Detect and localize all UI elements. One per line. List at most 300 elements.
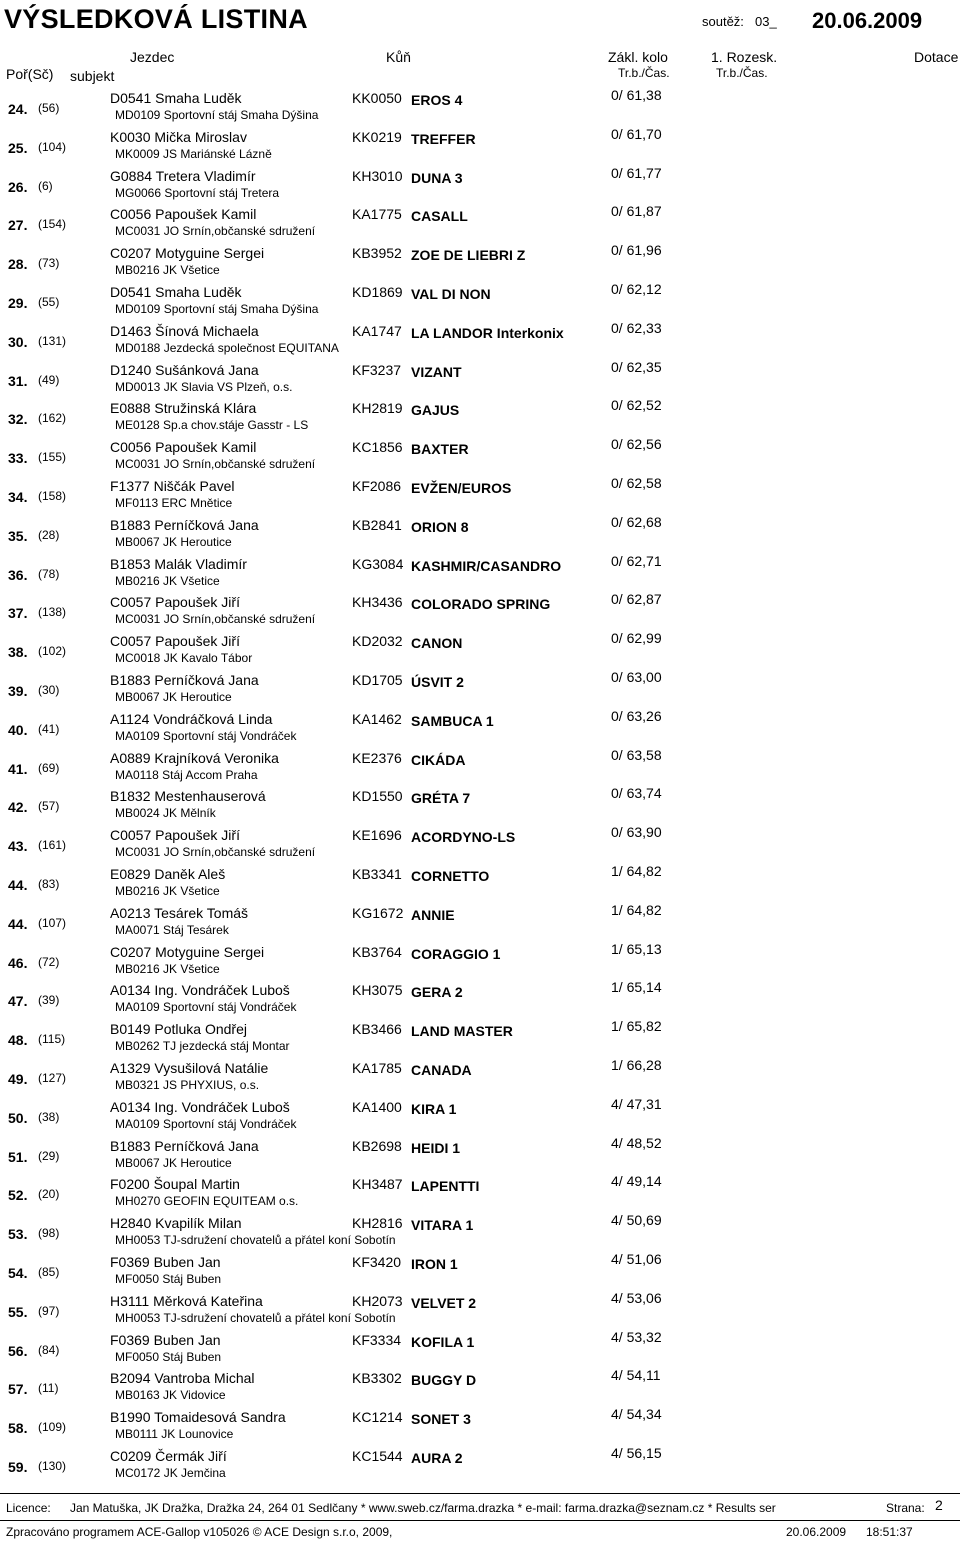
horse-name: DUNA 3	[411, 169, 463, 186]
horse-id: KH2073	[352, 1292, 403, 1309]
result-faults-time: 0/ 62,35	[611, 358, 662, 375]
start-number: (38)	[38, 1109, 60, 1124]
start-number: (158)	[38, 489, 67, 503]
table-row	[0, 746, 960, 789]
rider-name: C0057 Papoušek Jiří	[110, 827, 240, 844]
result-faults-time: 0/ 63,26	[611, 707, 662, 724]
horse-name: TREFFER	[411, 130, 476, 147]
rank: 37.	[8, 605, 28, 622]
club-name: MC0031 JO Srnín,občanské sdružení	[115, 457, 316, 472]
rider-name: B1853 Malák Vladimír	[110, 555, 247, 572]
result-faults-time: 0/ 62,56	[611, 436, 662, 453]
club-name: MF0113 ERC Mnětice	[115, 496, 233, 510]
horse-name: GAJUS	[411, 402, 460, 419]
result-faults-time: 0/ 61,96	[611, 242, 662, 259]
horse-name: SAMBUCA 1	[411, 712, 494, 729]
club-name: MB0111 JK Lounovice	[115, 1427, 234, 1442]
table-row	[0, 824, 960, 866]
table-row	[0, 475, 960, 517]
rank: 40.	[8, 721, 28, 738]
rank: 32.	[8, 411, 28, 428]
start-number: (41)	[38, 721, 60, 736]
competition-label: soutěž:	[702, 14, 744, 29]
start-number: (56)	[38, 101, 60, 115]
column-header-base-round: Zákl. kolo	[608, 49, 668, 65]
club-name: MC0018 JK Kavalo Tábor	[115, 651, 253, 666]
start-number: (73)	[38, 256, 60, 271]
footer-license-label: Licence:	[6, 1501, 51, 1515]
start-number: (39)	[38, 993, 60, 1008]
table-row	[0, 707, 960, 750]
start-number: (6)	[38, 178, 53, 193]
result-faults-time: 0/ 62,58	[611, 475, 662, 491]
horse-id: KG3084	[352, 555, 404, 572]
rider-name: F0369 Buben Jan	[110, 1254, 221, 1270]
start-number: (161)	[38, 838, 67, 853]
rider-name: C0057 Papoušek Jiří	[110, 633, 240, 650]
header-date: 20.06.2009	[812, 8, 923, 33]
horse-id: KA1747	[352, 322, 402, 339]
rank: 59.	[8, 1459, 28, 1475]
column-subheader-jumpoff: Tr.b./Čas.	[716, 66, 768, 80]
rank: 44.	[8, 915, 28, 932]
start-number: (131)	[38, 333, 67, 348]
result-faults-time: 0/ 62,33	[611, 319, 662, 336]
result-faults-time: 0/ 62,99	[611, 630, 662, 647]
competition-value: 03_	[755, 14, 777, 29]
horse-name: EVŽEN/EUROS	[411, 480, 512, 496]
club-name: MA0109 Sportovní stáj Vondráček	[115, 1000, 297, 1015]
page-title: VÝSLEDKOVÁ LISTINA	[4, 4, 308, 34]
horse-name: IRON 1	[411, 1256, 458, 1272]
footer-divider-top	[0, 1493, 960, 1494]
rank: 47.	[8, 993, 28, 1010]
rank: 51.	[8, 1148, 28, 1165]
horse-id: KC1856	[352, 439, 403, 456]
result-faults-time: 4/ 48,52	[611, 1134, 662, 1151]
horse-name: EROS 4	[411, 92, 463, 108]
table-row	[0, 358, 960, 401]
rider-name: B1883 Perníčková Jana	[110, 672, 259, 688]
start-number: (78)	[38, 566, 60, 581]
rank: 39.	[8, 683, 28, 699]
rank: 27.	[8, 217, 28, 234]
start-number: (83)	[38, 877, 60, 891]
footer-license-text: Jan Matuška, JK Dražka, Dražka 24, 264 01 Sedlčany * www.sweb.cz/farma.drazka * e-mail: farma.drazka@seznam.cz * Results ser	[70, 1501, 776, 1515]
column-header-prize: Dotace	[914, 49, 959, 65]
footer-page-number: 2	[935, 1497, 943, 1513]
club-name: MA0071 Stáj Tesárek	[115, 922, 229, 937]
club-name: MB0067 JK Heroutice	[115, 690, 232, 704]
horse-name: VITARA 1	[411, 1217, 474, 1234]
result-faults-time: 4/ 47,31	[611, 1095, 662, 1112]
column-subheader-base-round: Tr.b./Čas.	[618, 66, 670, 80]
start-number: (55)	[38, 295, 60, 309]
club-name: MD0109 Sportovní stáj Smaha Dýšina	[115, 108, 319, 122]
horse-name: CANADA	[411, 1062, 472, 1078]
rider-name: C0207 Motyguine Sergei	[110, 245, 265, 262]
result-faults-time: 4/ 50,69	[611, 1212, 662, 1229]
table-row	[0, 319, 960, 362]
table-row	[0, 1018, 960, 1060]
rider-name: G0884 Tretera Vladimír	[110, 167, 256, 184]
start-number: (115)	[38, 1032, 66, 1047]
table-row	[0, 125, 960, 168]
start-number: (102)	[38, 644, 67, 659]
rank: 55.	[8, 1303, 28, 1320]
club-name: MD0013 JK Slavia VS Plzeň, o.s.	[115, 379, 293, 394]
horse-id: KH2816	[352, 1215, 403, 1232]
result-faults-time: 1/ 66,28	[611, 1057, 662, 1073]
horse-id: KE2376	[352, 749, 402, 766]
rank: 54.	[8, 1265, 28, 1281]
result-faults-time: 0/ 62,87	[611, 591, 662, 608]
horse-name: COLORADO SPRING	[411, 596, 551, 613]
result-faults-time: 4/ 54,11	[611, 1367, 661, 1384]
club-name: ME0128 Sp.a chov.stáje Gasstr - LS	[115, 418, 309, 433]
rider-name: D0541 Smaha Luděk	[110, 90, 242, 106]
rank: 41.	[8, 760, 28, 777]
rider-name: F0369 Buben Jan	[110, 1331, 221, 1348]
result-faults-time: 1/ 65,82	[611, 1018, 662, 1035]
horse-name: CASALL	[411, 208, 468, 225]
horse-id: KB3302	[352, 1370, 402, 1387]
table-row	[0, 591, 960, 633]
horse-id: KC1544	[352, 1448, 403, 1464]
rank: 33.	[8, 450, 28, 467]
horse-id: KA1785	[352, 1060, 402, 1076]
rider-name: C0056 Papoušek Kamil	[110, 439, 257, 456]
result-faults-time: 0/ 62,68	[611, 513, 662, 530]
start-number: (57)	[38, 799, 60, 814]
horse-id: KF3334	[352, 1331, 402, 1348]
rider-name: C0057 Papoušek Jiří	[110, 594, 240, 611]
horse-name: ORION 8	[411, 518, 469, 535]
rank: 52.	[8, 1187, 28, 1204]
footer-divider-bottom	[0, 1520, 960, 1521]
rank: 35.	[8, 527, 28, 544]
table-row	[0, 552, 960, 595]
table-row	[0, 1289, 960, 1332]
rank: 56.	[8, 1342, 28, 1359]
footer-print-time: 18:51:37	[866, 1525, 913, 1539]
rank: 48.	[8, 1032, 28, 1049]
start-number: (11)	[38, 1381, 59, 1396]
club-name: MD0188 Jezdecká společnost EQUITANA	[115, 340, 339, 355]
result-faults-time: 0/ 62,71	[611, 552, 662, 569]
rank: 26.	[8, 178, 28, 195]
result-faults-time: 0/ 61,38	[611, 87, 662, 103]
club-name: MB0216 JK Všetice	[115, 884, 220, 898]
horse-name: CANON	[411, 635, 463, 652]
rider-name: B1832 Mestenhauserová	[110, 788, 266, 805]
horse-name: CIKÁDA	[411, 751, 466, 768]
horse-id: KE1696	[352, 827, 402, 844]
club-name: MB0216 JK Všetice	[115, 573, 220, 588]
club-name: MB0216 JK Všetice	[115, 961, 220, 976]
horse-name: GRÉTA 7	[411, 790, 471, 807]
club-name: MB0321 JS PHYXIUS, o.s.	[115, 1078, 260, 1092]
table-row	[0, 1367, 960, 1409]
rank: 36.	[8, 566, 28, 583]
table-row	[0, 1445, 960, 1487]
horse-id: KB2841	[352, 516, 402, 533]
horse-name: ANNIE	[411, 906, 455, 923]
club-name: MB0163 JK Vidovice	[115, 1388, 226, 1403]
start-number: (30)	[38, 683, 60, 697]
club-name: MF0050 Stáj Buben	[115, 1349, 222, 1364]
rider-name: A0134 Ing. Vondráček Luboš	[110, 982, 290, 999]
result-faults-time: 1/ 65,13	[611, 940, 662, 957]
horse-name: ACORDYNO-LS	[411, 829, 516, 846]
rider-name: A0134 Ing. Vondráček Luboš	[110, 1098, 290, 1115]
result-faults-time: 1/ 65,14	[611, 979, 662, 996]
horse-id: KA1775	[352, 206, 402, 223]
rider-name: A0213 Tesárek Tomáš	[110, 904, 249, 921]
start-number: (127)	[38, 1071, 67, 1085]
result-faults-time: 1/ 64,82	[611, 901, 662, 918]
result-faults-time: 0/ 61,77	[611, 164, 662, 181]
start-number: (69)	[38, 760, 60, 775]
horse-name: ZOE DE LIEBRI Z	[411, 247, 526, 264]
horse-id: KH3487	[352, 1176, 403, 1193]
result-faults-time: 4/ 51,06	[611, 1251, 662, 1267]
rider-name: B1990 Tomaidesová Sandra	[110, 1409, 286, 1426]
result-faults-time: 0/ 63,90	[611, 824, 662, 841]
start-number: (138)	[38, 605, 67, 620]
result-faults-time: 4/ 53,32	[611, 1328, 662, 1345]
rank: 57.	[8, 1381, 28, 1398]
horse-name: HEIDI 1	[411, 1139, 461, 1156]
result-faults-time: 0/ 63,74	[611, 785, 662, 802]
table-row	[0, 1251, 960, 1293]
start-number: (28)	[38, 527, 60, 542]
horse-id: KD2032	[352, 633, 403, 650]
club-name: MK0009 JS Mariánské Lázně	[115, 146, 272, 161]
rank: 43.	[8, 838, 28, 855]
horse-id: KB3466	[352, 1021, 402, 1038]
start-number: (155)	[38, 450, 67, 465]
rank: 46.	[8, 954, 28, 971]
rider-name: F1377 Niščák Pavel	[110, 478, 235, 494]
result-faults-time: 1/ 64,82	[611, 863, 662, 879]
horse-name: VAL DI NON	[411, 286, 491, 302]
table-row	[0, 87, 960, 129]
horse-id: KB3764	[352, 943, 402, 960]
horse-id: KF3237	[352, 361, 402, 378]
table-row	[0, 1057, 960, 1099]
table-row	[0, 1173, 960, 1215]
column-header-jumpoff: 1. Rozesk.	[711, 49, 778, 65]
table-row	[0, 1095, 960, 1138]
result-faults-time: 0/ 61,70	[611, 125, 662, 142]
rank: 38.	[8, 644, 28, 661]
footer-program: Zpracováno programem ACE-Gallop v105026 © ACE Design s.r.o, 2009,	[6, 1525, 393, 1539]
rider-name: D1463 Šínová Michaela	[110, 322, 259, 339]
club-name: MH0053 TJ-sdružení chovatelů a přátel koní Sobotín	[115, 1233, 396, 1248]
club-name: MD0109 Sportovní stáj Smaha Dýšina	[115, 302, 319, 316]
rank: 28.	[8, 256, 28, 273]
horse-id: KA1462	[352, 710, 402, 727]
horse-name: AURA 2	[411, 1450, 463, 1466]
column-header-horse: Kůň	[386, 49, 411, 65]
rider-name: F0200 Šoupal Martin	[110, 1176, 240, 1193]
club-name: MA0109 Sportovní stáj Vondráček	[115, 1116, 297, 1131]
horse-id: KH3075	[352, 982, 403, 999]
table-row	[0, 979, 960, 1021]
result-faults-time: 4/ 49,14	[611, 1173, 662, 1190]
horse-id: KK0050	[352, 90, 402, 106]
result-faults-time: 0/ 62,12	[611, 281, 662, 297]
result-faults-time: 4/ 56,15	[611, 1445, 662, 1461]
rider-name: C0207 Motyguine Sergei	[110, 943, 265, 960]
horse-id: KF3420	[352, 1254, 402, 1270]
rider-name: D0541 Smaha Luděk	[110, 284, 242, 300]
start-number: (84)	[38, 1342, 60, 1357]
footer-page-label: Strana:	[886, 1501, 925, 1515]
club-name: MC0031 JO Srnín,občanské sdružení	[115, 612, 316, 627]
rider-name: B1883 Perníčková Jana	[110, 1137, 259, 1154]
table-row	[0, 940, 960, 983]
horse-name: KASHMIR/CASANDRO	[411, 557, 562, 574]
horse-name: VELVET 2	[411, 1294, 477, 1311]
table-row	[0, 203, 960, 245]
horse-name: BUGGY D	[411, 1372, 477, 1389]
rank: 49.	[8, 1071, 28, 1087]
table-row	[0, 1406, 960, 1448]
start-number: (72)	[38, 954, 60, 969]
horse-id: KD1869	[352, 284, 403, 300]
horse-id: KD1550	[352, 788, 403, 805]
horse-id: KK0219	[352, 128, 402, 145]
start-number: (162)	[38, 411, 67, 426]
horse-id: KF2086	[352, 478, 402, 494]
result-faults-time: 0/ 63,58	[611, 746, 662, 763]
horse-id: KG1672	[352, 904, 404, 921]
horse-name: GERA 2	[411, 984, 463, 1001]
start-number: (97)	[38, 1303, 60, 1318]
rider-name: K0030 Mička Miroslav	[110, 128, 247, 145]
horse-id: KC1214	[352, 1409, 403, 1426]
footer-print-date: 20.06.2009	[786, 1525, 847, 1539]
rank: 31.	[8, 372, 28, 389]
rider-name: A0889 Krajníková Veronika	[110, 749, 279, 766]
rank: 42.	[8, 799, 28, 816]
club-name: MB0216 JK Všetice	[115, 263, 220, 278]
rank: 29.	[8, 295, 28, 311]
start-number: (29)	[38, 1148, 60, 1163]
rider-name: E0829 Daněk Aleš	[110, 866, 226, 882]
column-header-subject: subjekt	[70, 68, 115, 84]
table-row	[0, 630, 960, 672]
rank: 24.	[8, 101, 28, 117]
horse-name: LA LANDOR Interkonix	[411, 324, 564, 341]
horse-id: KH3010	[352, 167, 403, 184]
horse-name: LAND MASTER	[411, 1023, 513, 1040]
horse-name: BAXTER	[411, 441, 469, 458]
rank: 30.	[8, 333, 28, 350]
table-row	[0, 513, 960, 556]
table-row	[0, 1134, 960, 1177]
start-number: (49)	[38, 372, 60, 387]
club-name: MC0172 JK Jemčina	[115, 1466, 226, 1480]
rider-name: A1124 Vondráčková Linda	[110, 710, 273, 727]
horse-name: LAPENTTI	[411, 1178, 480, 1195]
club-name: MH0053 TJ-sdružení chovatelů a přátel koní Sobotín	[115, 1310, 396, 1325]
column-header-rider: Jezdec	[130, 49, 175, 65]
rider-name: E0888 Stružinská Klára	[110, 400, 257, 417]
horse-name: SONET 3	[411, 1411, 471, 1428]
rider-name: B1883 Perníčková Jana	[110, 516, 259, 533]
horse-id: KB3952	[352, 245, 402, 262]
rank: 44.	[8, 877, 28, 893]
club-name: MC0031 JO Srnín,občanské sdružení	[115, 224, 316, 239]
club-name: MA0109 Sportovní stáj Vondráček	[115, 728, 297, 743]
table-row	[0, 901, 960, 944]
start-number: (98)	[38, 1226, 60, 1241]
start-number: (85)	[38, 1265, 60, 1279]
table-row	[0, 863, 960, 905]
start-number: (154)	[38, 217, 67, 232]
table-row	[0, 1212, 960, 1254]
club-name: MF0050 Stáj Buben	[115, 1272, 222, 1286]
club-name: MB0067 JK Heroutice	[115, 1155, 232, 1170]
rank: 53.	[8, 1226, 28, 1243]
table-row	[0, 436, 960, 478]
table-row	[0, 397, 960, 439]
horse-id: KB2698	[352, 1137, 402, 1154]
horse-name: CORAGGIO 1	[411, 945, 501, 962]
horse-id: KB3341	[352, 866, 402, 882]
table-row	[0, 242, 960, 284]
horse-name: ÚSVIT 2	[411, 674, 464, 690]
club-name: MA0118 Stáj Accom Praha	[115, 767, 258, 782]
rider-name: C0056 Papoušek Kamil	[110, 206, 257, 223]
horse-id: KD1705	[352, 672, 403, 688]
rank: 25.	[8, 139, 28, 156]
rank: 34.	[8, 489, 28, 505]
result-faults-time: 4/ 53,06	[611, 1289, 662, 1306]
column-header-rank: Poř(Sč)	[6, 66, 54, 82]
start-number: (104)	[38, 139, 67, 154]
horse-id: KA1400	[352, 1098, 402, 1115]
horse-name: KIRA 1	[411, 1100, 457, 1117]
rank: 50.	[8, 1109, 28, 1126]
result-faults-time: 4/ 54,34	[611, 1406, 662, 1423]
start-number: (130)	[38, 1459, 67, 1473]
club-name: MB0024 JK Mělník	[115, 806, 216, 821]
horse-id: KH2819	[352, 400, 403, 417]
rider-name: H2840 Kvapilík Milan	[110, 1215, 242, 1232]
table-row	[0, 785, 960, 827]
horse-id: KH3436	[352, 594, 403, 611]
club-name: MC0031 JO Srnín,občanské sdružení	[115, 845, 316, 860]
rider-name: C0209 Čermák Jiří	[110, 1448, 227, 1464]
rank: 58.	[8, 1420, 28, 1437]
club-name: MB0067 JK Heroutice	[115, 534, 232, 549]
horse-name: KOFILA 1	[411, 1333, 475, 1350]
start-number: (109)	[38, 1420, 67, 1435]
table-row	[0, 1328, 960, 1371]
table-row	[0, 281, 960, 323]
rider-name: B0149 Potluka Ondřej	[110, 1021, 247, 1038]
table-row	[0, 669, 960, 711]
result-faults-time: 0/ 61,87	[611, 203, 662, 220]
result-faults-time: 0/ 63,00	[611, 669, 662, 685]
horse-name: VIZANT	[411, 363, 462, 380]
rider-name: B2094 Vantroba Michal	[110, 1370, 255, 1387]
club-name: MG0066 Sportovní stáj Tretera	[115, 185, 280, 200]
